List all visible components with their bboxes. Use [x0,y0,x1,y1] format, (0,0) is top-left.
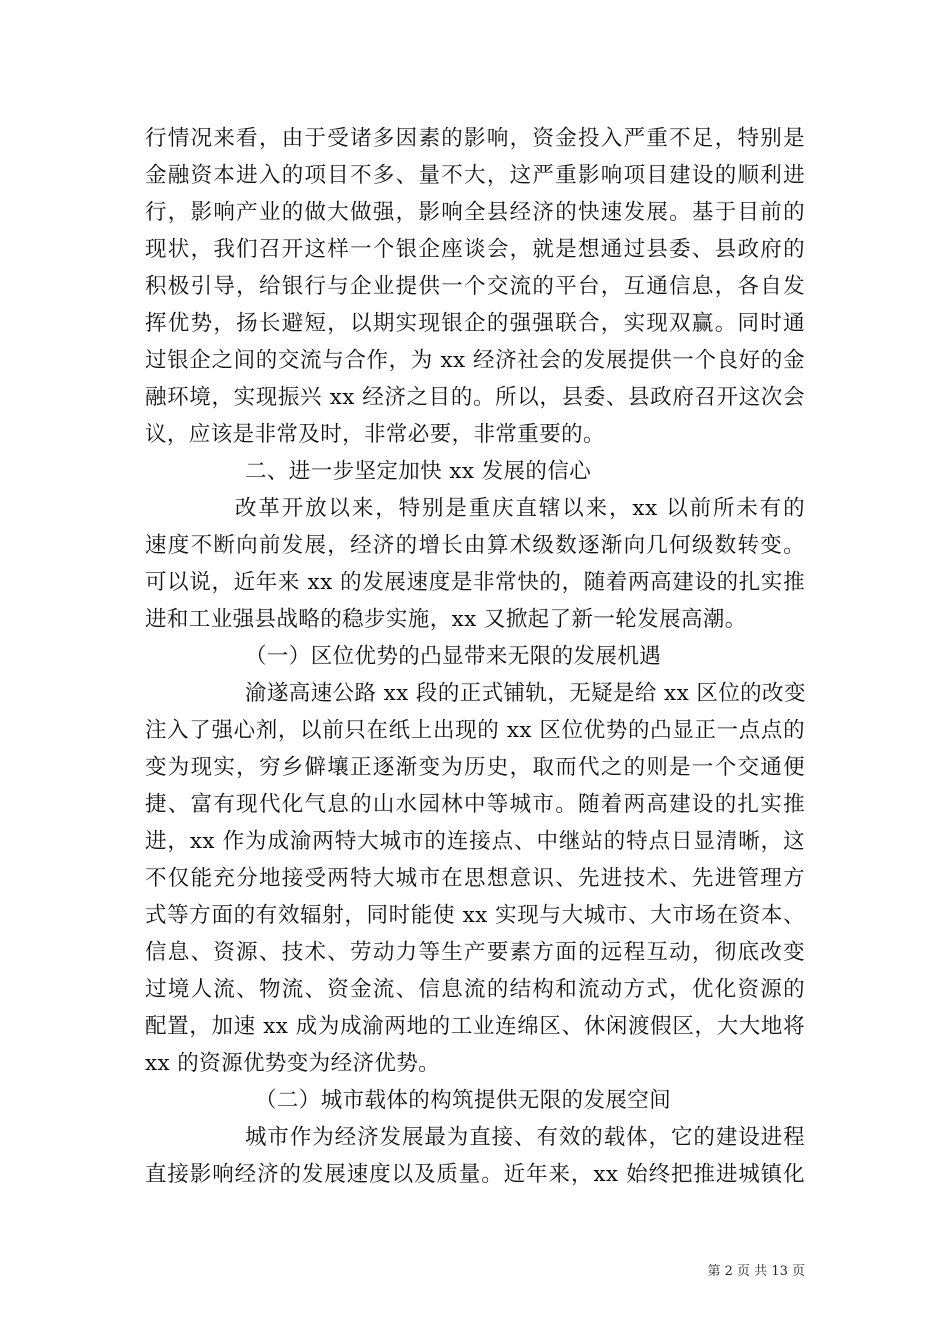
subsection-heading: （一）区位优势的凸显带来无限的发展机遇 [245,644,662,669]
text-line: 积极引导，给银行与企业提供一个交流的平台，互通信息，各自发 [145,274,805,299]
subsection-heading: （二）城市载体的构筑提供无限的发展空间 [255,1088,672,1113]
text-line: 过银企之间的交流与合作，为 xx 经济社会的发展提供一个良好的金 [145,348,805,373]
text-line: 现状，我们召开这样一个银企座谈会，就是想通过县委、县政府的 [145,237,805,262]
text-line: 行，影响产业的做大做强，影响全县经济的快速发展。基于目前的 [145,200,805,225]
text-line: 金融资本进入的项目不多、量不大，这严重影响项目建设的顺利进 [145,163,805,188]
text-line: 进，xx 作为成渝两特大城市的连接点、中继站的特点日显清晰，这 [145,829,805,854]
text-line: 进和工业强县战略的稳步实施，xx 又掀起了新一轮发展高潮。 [145,607,747,632]
text-line: xx 的资源优势变为经济优势。 [145,1051,441,1076]
text-line: 速度不断向前发展，经济的增长由算术级数逐渐向几何级数转变。 [145,533,805,558]
paragraph-first-line: 改革开放以来，特别是重庆直辖以来，xx 以前所未有的 [235,496,805,521]
text-line: 注入了强心剂，以前只在纸上出现的 xx 区位优势的凸显正一点点的 [145,718,805,743]
text-line: 不仅能充分地接受两特大城市在思想意识、先进技术、先进管理方 [145,866,805,891]
text-line: 议，应该是非常及时，非常必要，非常重要的。 [145,422,605,447]
paragraph-first-line: 渝遂高速公路 xx 段的正式铺轨，无疑是给 xx 区位的改变 [245,681,806,706]
text-line: 配置，加速 xx 成为成渝两地的工业连绵区、休闲渡假区，大大地将 [145,1014,805,1039]
section-heading: 二、进一步坚定加快 xx 发展的信心 [245,459,592,484]
paragraph-first-line: 城市作为经济发展最为直接、有效的载体，它的建设进程 [245,1125,805,1150]
page-number-footer: 第 2 页 共 13 页 [707,1264,805,1279]
text-line: 可以说，近年来 xx 的发展速度是非常快的，随着两高建设的扎实推 [145,570,805,595]
text-line: 挥优势，扬长避短，以期实现银企的强强联合，实现双赢。同时通 [145,311,805,336]
text-line: 直接影响经济的发展速度以及质量。近年来，xx 始终把推进城镇化 [145,1162,805,1187]
text-line: 融环境，实现振兴 xx 经济之目的。所以，县委、县政府召开这次会 [145,385,805,410]
text-line: 变为现实，穷乡僻壤正逐渐变为历史，取而代之的则是一个交通便 [145,755,805,780]
text-line: 过境人流、物流、资金流、信息流的结构和流动方式，优化资源的 [145,977,805,1002]
text-line: 式等方面的有效辐射，同时能使 xx 实现与大城市、大市场在资本、 [145,903,805,928]
text-line: 捷、富有现代化气息的山水园林中等城市。随着两高建设的扎实推 [145,792,805,817]
text-line: 信息、资源、技术、劳动力等生产要素方面的远程互动，彻底改变 [145,940,805,965]
text-line: 行情况来看，由于受诸多因素的影响，资金投入严重不足，特别是 [145,126,805,151]
